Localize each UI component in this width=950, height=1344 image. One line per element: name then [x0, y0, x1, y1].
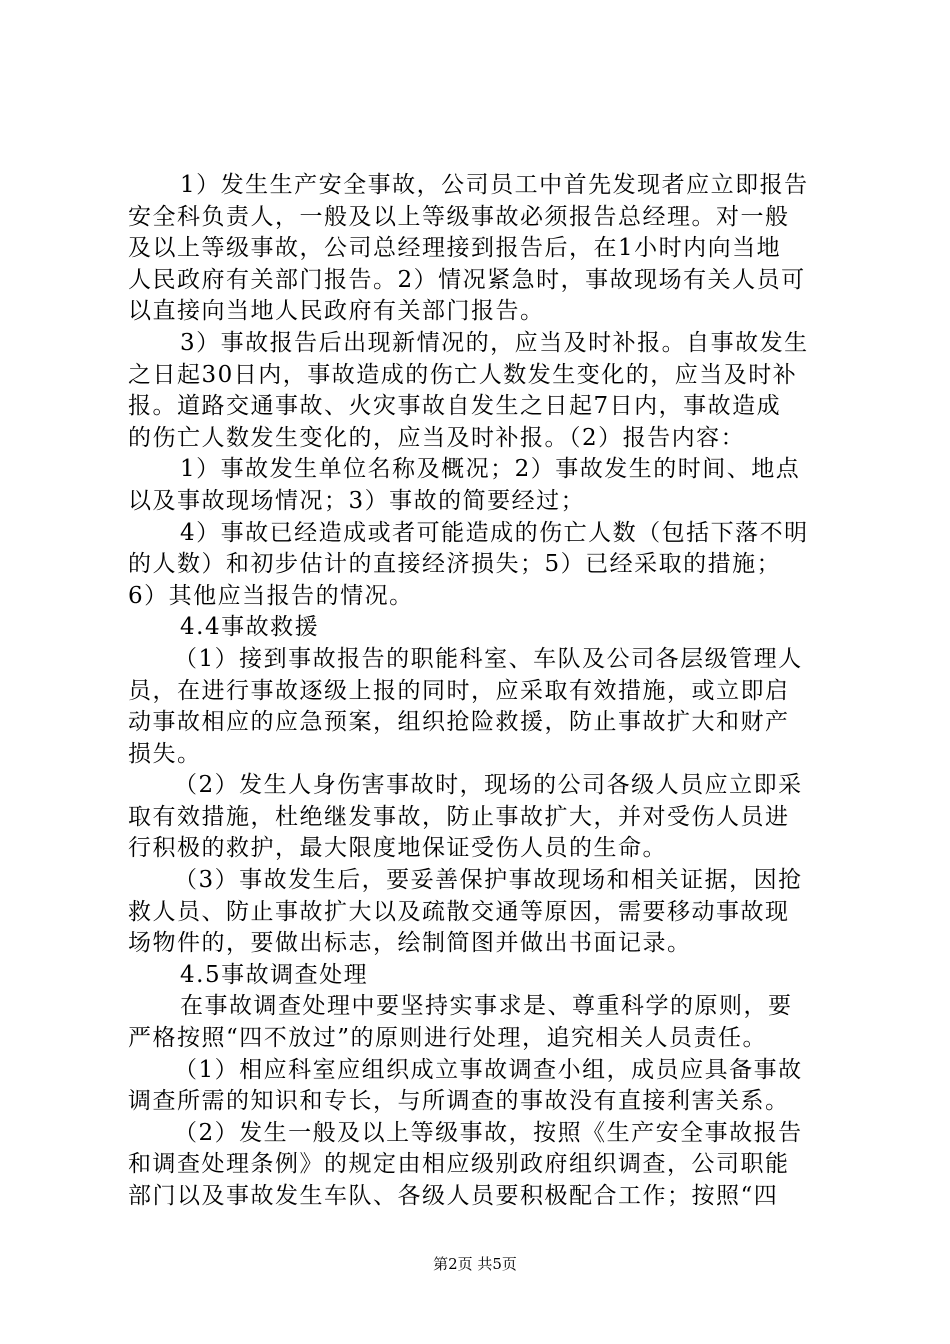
text-line: 的人数）和初步估计的直接经济损失；5）已经采取的措施； — [128, 551, 782, 578]
text-line: 救人员、防止事故扩大以及疏散交通等原因，需要移动事故现 — [128, 898, 790, 925]
text-line: 1）事故发生单位名称及概况；2）事故发生的时间、地点 — [180, 456, 801, 483]
text-line: 及以上等级事故，公司总经理接到报告后，在1小时内向当地 — [128, 235, 782, 262]
text-line: 员，在进行事故逐级上报的同时，应采取有效措施，或立即启 — [128, 677, 790, 704]
text-line: 动事故相应的应急预案，组织抢险救援，防止事故扩大和财产 — [128, 709, 790, 736]
text-line: 安全科负责人，一般及以上等级事故必须报告总经理。对一般 — [128, 203, 790, 230]
text-line: 损失。 — [128, 740, 202, 767]
text-line: 和调查处理条例》的规定由相应级别政府组织调查，公司职能 — [128, 1151, 790, 1178]
text-line: 场物件的，要做出标志，绘制简图并做出书面记录。 — [128, 930, 692, 957]
text-line: 报。道路交通事故、火灾事故自发生之日起7日内，事故造成 — [128, 393, 782, 420]
text-line: （1）相应科室应组织成立事故调查小组，成员应具备事故 — [174, 1056, 803, 1083]
text-line: （1）接到事故报告的职能科室、车队及公司各层级管理人 — [174, 645, 803, 672]
text-line: 在事故调查处理中要坚持实事求是、尊重科学的原则，要 — [180, 993, 793, 1020]
text-line: 以及事故现场情况；3）事故的简要经过； — [128, 487, 586, 514]
page-footer — [0, 1254, 950, 1274]
text-line: 取有效措施，杜绝继发事故，防止事故扩大，并对受伤人员进 — [128, 803, 790, 830]
text-line: （2）发生人身伤害事故时，现场的公司各级人员应立即采 — [174, 772, 803, 799]
text-line: 6）其他应当报告的情况。 — [128, 582, 414, 609]
text-line: 以直接向当地人民政府有关部门报告。 — [128, 298, 545, 325]
text-line: 的伤亡人数发生变化的，应当及时补报。（2）报告内容： — [128, 424, 746, 451]
text-line: 1）发生生产安全事故，公司员工中首先发现者应立即报告 — [180, 172, 809, 198]
page-number-label: 第2页 共5页 — [433, 1255, 517, 1273]
text-line: 人民政府有关部门报告。2）情况紧急时，事故现场有关人员可 — [128, 266, 806, 293]
text-line: 3）事故报告后出现新情况的，应当及时补报。自事故发生 — [180, 329, 809, 356]
text-line: 4.5事故调查处理 — [180, 961, 369, 988]
text-line: 4）事故已经造成或者可能造成的伤亡人数（包括下落不明 — [180, 519, 809, 546]
text-line: 行积极的救护，最大限度地保证受伤人员的生命。 — [128, 835, 667, 862]
text-line: 之日起30日内，事故造成的伤亡人数发生变化的，应当及时补 — [128, 361, 798, 388]
text-line: 严格按照“四不放过”的原则进行处理，追究相关人员责任。 — [128, 1025, 768, 1052]
text-line: 部门以及事故发生车队、各级人员要积极配合工作；按照“四 — [128, 1183, 779, 1209]
text-line: 4.4事故救援 — [180, 614, 320, 641]
text-line: 调查所需的知识和专长，与所调查的事故没有直接利害关系。 — [128, 1088, 790, 1115]
text-line: （2）发生一般及以上等级事故，按照《生产安全事故报告 — [174, 1119, 803, 1146]
text-line: （3）事故发生后，要妥善保护事故现场和相关证据，因抢 — [174, 867, 803, 894]
document-body — [128, 170, 832, 1213]
